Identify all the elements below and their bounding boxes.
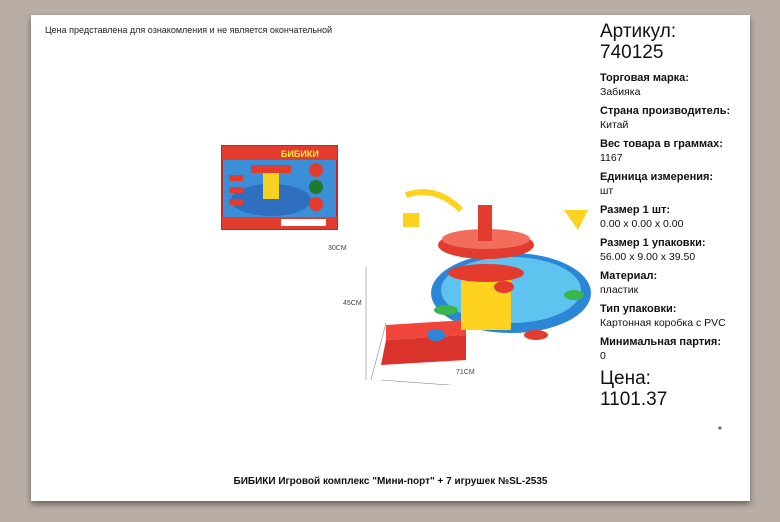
spec-row	[600, 137, 750, 165]
product-box-image	[221, 145, 338, 230]
spec-value: пластик	[600, 284, 639, 296]
spec-label: Единица измерения:	[600, 171, 714, 183]
spec-row	[600, 104, 750, 132]
spec-label: Торговая марка:	[600, 72, 689, 84]
spec-row	[600, 71, 750, 99]
spec-value: 56.00 x 9.00 x 39.50	[600, 251, 696, 263]
price-label: Цена:	[600, 368, 651, 389]
dimension-depth: 45CM	[343, 300, 362, 307]
dot-mark: ■	[718, 426, 722, 432]
dimension-height: 30CM	[328, 245, 347, 252]
article-label: Артикул:	[600, 21, 677, 42]
svg-text:БИБИКИ: БИБИКИ	[281, 149, 319, 159]
spec-label: Минимальная партия:	[600, 336, 721, 348]
spec-value: Картонная коробка с PVC	[600, 317, 726, 329]
spec-label: Размер 1 шт:	[600, 204, 671, 216]
spec-value: шт	[600, 185, 614, 197]
price-disclaimer: Цена представлена для ознакомления и не является окончательной	[45, 25, 333, 35]
spec-row	[600, 203, 750, 231]
catalog-sheet	[31, 15, 750, 501]
article-value: 740125	[600, 42, 664, 63]
spec-row	[600, 236, 750, 264]
spec-value: Забияка	[600, 86, 641, 98]
product-image	[326, 175, 596, 385]
spec-row	[600, 302, 750, 330]
product-title: БИБИКИ Игровой комплекс "Мини-порт" + 7 игрушек №SL-2535	[233, 476, 548, 487]
spec-value: 0	[600, 350, 606, 362]
spec-label: Тип упаковки:	[600, 303, 677, 315]
spec-label: Вес товара в граммах:	[600, 138, 723, 150]
spec-value: 0.00 x 0.00 x 0.00	[600, 218, 684, 230]
spec-row	[600, 335, 750, 363]
spec-list	[600, 71, 750, 363]
spec-row	[600, 269, 750, 297]
spec-label: Размер 1 упаковки:	[600, 237, 706, 249]
product-info-panel	[600, 21, 750, 410]
spec-row	[600, 170, 750, 198]
spec-label: Материал:	[600, 270, 658, 282]
spec-value: 1167	[600, 152, 623, 164]
spec-value: Китай	[600, 119, 629, 131]
dimension-width: 71CM	[456, 369, 475, 376]
price-value: 1101.37	[600, 389, 668, 410]
spec-label: Страна производитель:	[600, 105, 731, 117]
